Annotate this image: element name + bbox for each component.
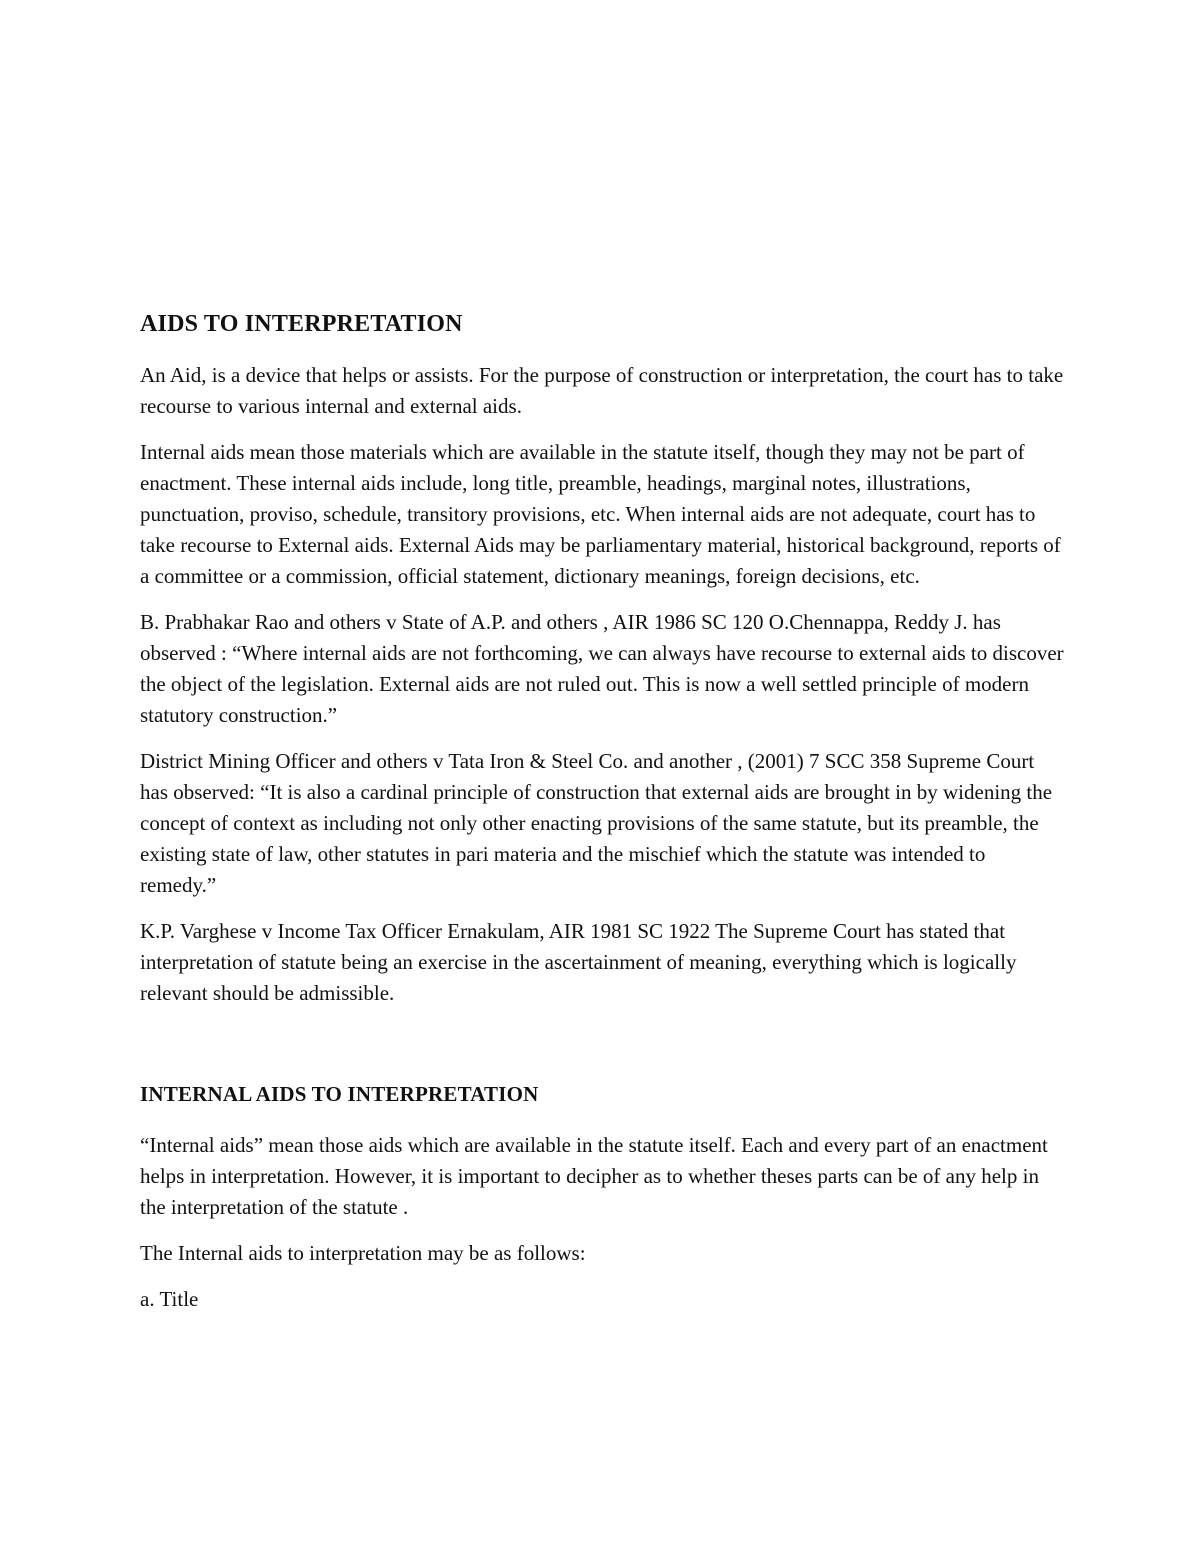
section-spacer bbox=[140, 1024, 1065, 1080]
paragraph-aid-definition: An Aid, is a device that helps or assists. For the purpose of construction or interpretation, the court has to take recourse to various internal and external aids. bbox=[140, 363, 1064, 418]
paragraph-internal-aids-definition: “Internal aids” mean those aids which are available in the statute itself. Each and every part of an enactment helps in interpretation. However, it is important to decipher as to whether theses parts can be of any help in the interpretation of the statute . bbox=[140, 1133, 1048, 1219]
list-item-title: a. Title bbox=[140, 1287, 199, 1311]
paragraph-prabhakar-rao-case: B. Prabhakar Rao and others v State of A.P. and others , AIR 1986 SC 120 O.Chennappa, Reddy J. has observed : “Where internal aids are not forthcoming, we can always have recourse to external aids to discover the object of the legislation. External aids are not ruled out. This is now a well settled principle of modern statutory construction.” bbox=[140, 610, 1064, 727]
main-heading: AIDS TO INTERPRETATION bbox=[140, 311, 463, 337]
internal-aids-heading: INTERNAL AIDS TO INTERPRETATION bbox=[140, 1082, 539, 1106]
document-body bbox=[140, 308, 1065, 1330]
paragraph-varghese-case: K.P. Varghese v Income Tax Officer Ernakulam, AIR 1981 SC 1922 The Supreme Court has stated that interpretation of statute being an exercise in the ascertainment of meaning, everything which is logically relevant should be admissible. bbox=[140, 919, 1017, 1005]
paragraph-internal-aids-list-intro: The Internal aids to interpretation may be as follows: bbox=[140, 1241, 586, 1265]
paragraph-internal-aids-meaning: Internal aids mean those materials which are available in the statute itself, though they may not be part of enactment. These internal aids include, long title, preamble, headings, marginal notes, illustrations, punctuation, proviso, schedule, transitory provisions, etc. When internal aids are not adequate, court has to take recourse to External aids. External Aids may be parliamentary material, historical background, reports of a committee or a commission, official statement, dictionary meanings, foreign decisions, etc. bbox=[140, 440, 1061, 588]
paragraph-district-mining-case: District Mining Officer and others v Tata Iron & Steel Co. and another , (2001) 7 SCC 358 Supreme Court has observed: “It is also a cardinal principle of construction that external aids are brought in by widening the concept of context as including not only other enacting provisions of the same statute, but its preamble, the existing state of law, other statutes in pari materia and the mischief which the statute was intended to remedy.” bbox=[140, 749, 1053, 897]
